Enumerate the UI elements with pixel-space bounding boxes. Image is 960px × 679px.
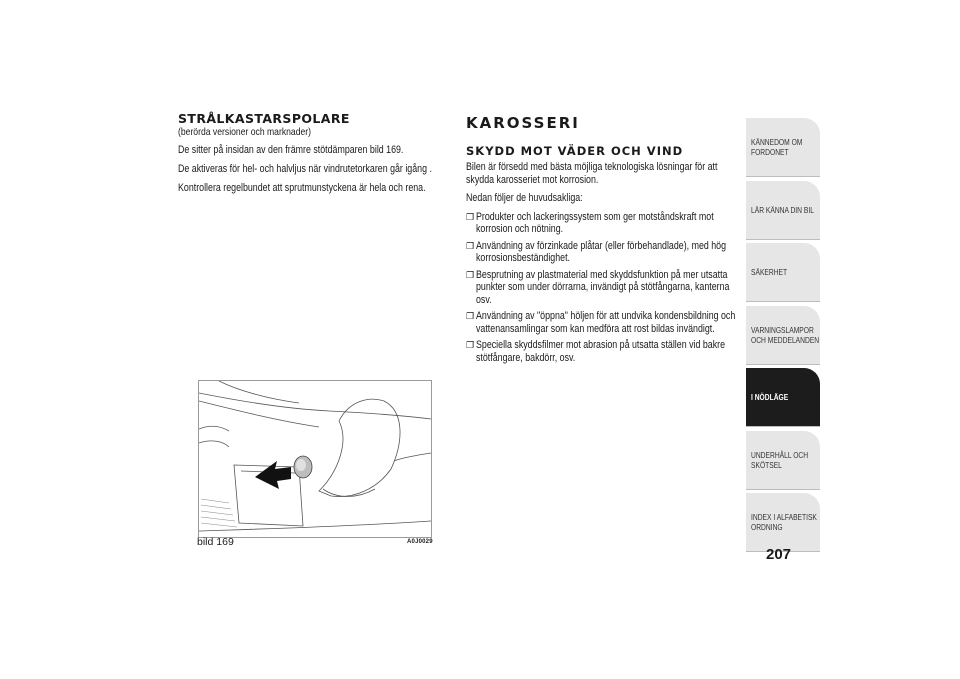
list-item: ❐ Användning av förzinkade plåtar (eller förbehandlade), med hög korrosionsbeständighet. <box>466 239 727 264</box>
checkbox-bullet-icon: ❐ <box>466 340 475 350</box>
lead-paragraph: Nedan följer de huvudsakliga: <box>466 192 583 204</box>
right-column <box>466 114 741 368</box>
tab-safety[interactable]: SÄKERHET <box>746 243 820 302</box>
list-item: ❐ Speciella skyddsfilmer mot abrasion på utsatta ställen vid bakre stötfångare, bakdörr, osv. <box>466 339 726 364</box>
tab-maintenance[interactable]: UNDERHÅLL OCH SKÖTSEL <box>746 431 820 490</box>
paragraph-location: De sitter på insidan av den främre stötdämparen bild 169. <box>178 144 404 156</box>
tab-warning-lights[interactable]: VARNINGSLAMPOR OCH MEDDELANDEN <box>746 306 820 365</box>
tab-vehicle-knowledge[interactable]: KÄNNEDOM OM FORDONET <box>746 118 820 177</box>
headlight-washer-heading: STRÅLKASTARSPOLARE <box>178 111 350 126</box>
checkbox-bullet-icon: ❐ <box>466 211 475 222</box>
figure-169-illustration <box>198 380 432 538</box>
figure-caption: bild 169 <box>197 536 234 548</box>
tab-emergency[interactable]: I NÖDLÄGE <box>746 368 820 427</box>
checkbox-bullet-icon: ❐ <box>466 269 475 280</box>
paragraph-check: Kontrollera regelbundet att sprutmunstyckena är hela och rena. <box>178 182 426 194</box>
checkbox-bullet-icon: ❐ <box>466 311 475 321</box>
tab-know-your-car[interactable]: LÄR KÄNNA DIN BIL <box>746 181 820 240</box>
intro-paragraph: Bilen är försedd med bästa möjliga teknologiska lösningar för att skydda karosseriet mot korrosion. <box>466 161 718 186</box>
protection-list <box>466 211 741 365</box>
headlight-washer-drawing <box>199 381 431 537</box>
list-item: ❐ Produkter och lackeringssystem som ger motståndskraft mot korrosion och nötning. <box>466 210 714 235</box>
list-item: ❐ Besprutning av plastmaterial med skyddsfunktion på mer utsatta punkter som under dörrarna, invändigt på stötfångarna, kanterna osv. <box>466 268 730 306</box>
left-column <box>178 112 448 201</box>
versions-note: (berörda versioner och marknader) <box>178 126 312 138</box>
weather-protection-heading: SKYDD MOT VÄDER OCH VIND <box>466 144 684 158</box>
paragraph-activation: De aktiveras för hel- och halvljus när vindrutetorkaren går igång . <box>178 163 432 175</box>
checkbox-bullet-icon: ❐ <box>466 240 475 251</box>
list-item: ❐ Användning av "öppna" höljen för att undvika kondensbildning och vattenansamlingar som kan medföra att rost bildas invändigt. <box>466 310 736 335</box>
figure-code: A0J0029 <box>407 539 433 545</box>
chapter-tabs <box>746 118 820 556</box>
page-number: 207 <box>766 546 792 563</box>
body-heading: KAROSSERI <box>466 114 580 132</box>
tab-index[interactable]: INDEX I ALFABETISK ORDNING <box>746 493 820 552</box>
